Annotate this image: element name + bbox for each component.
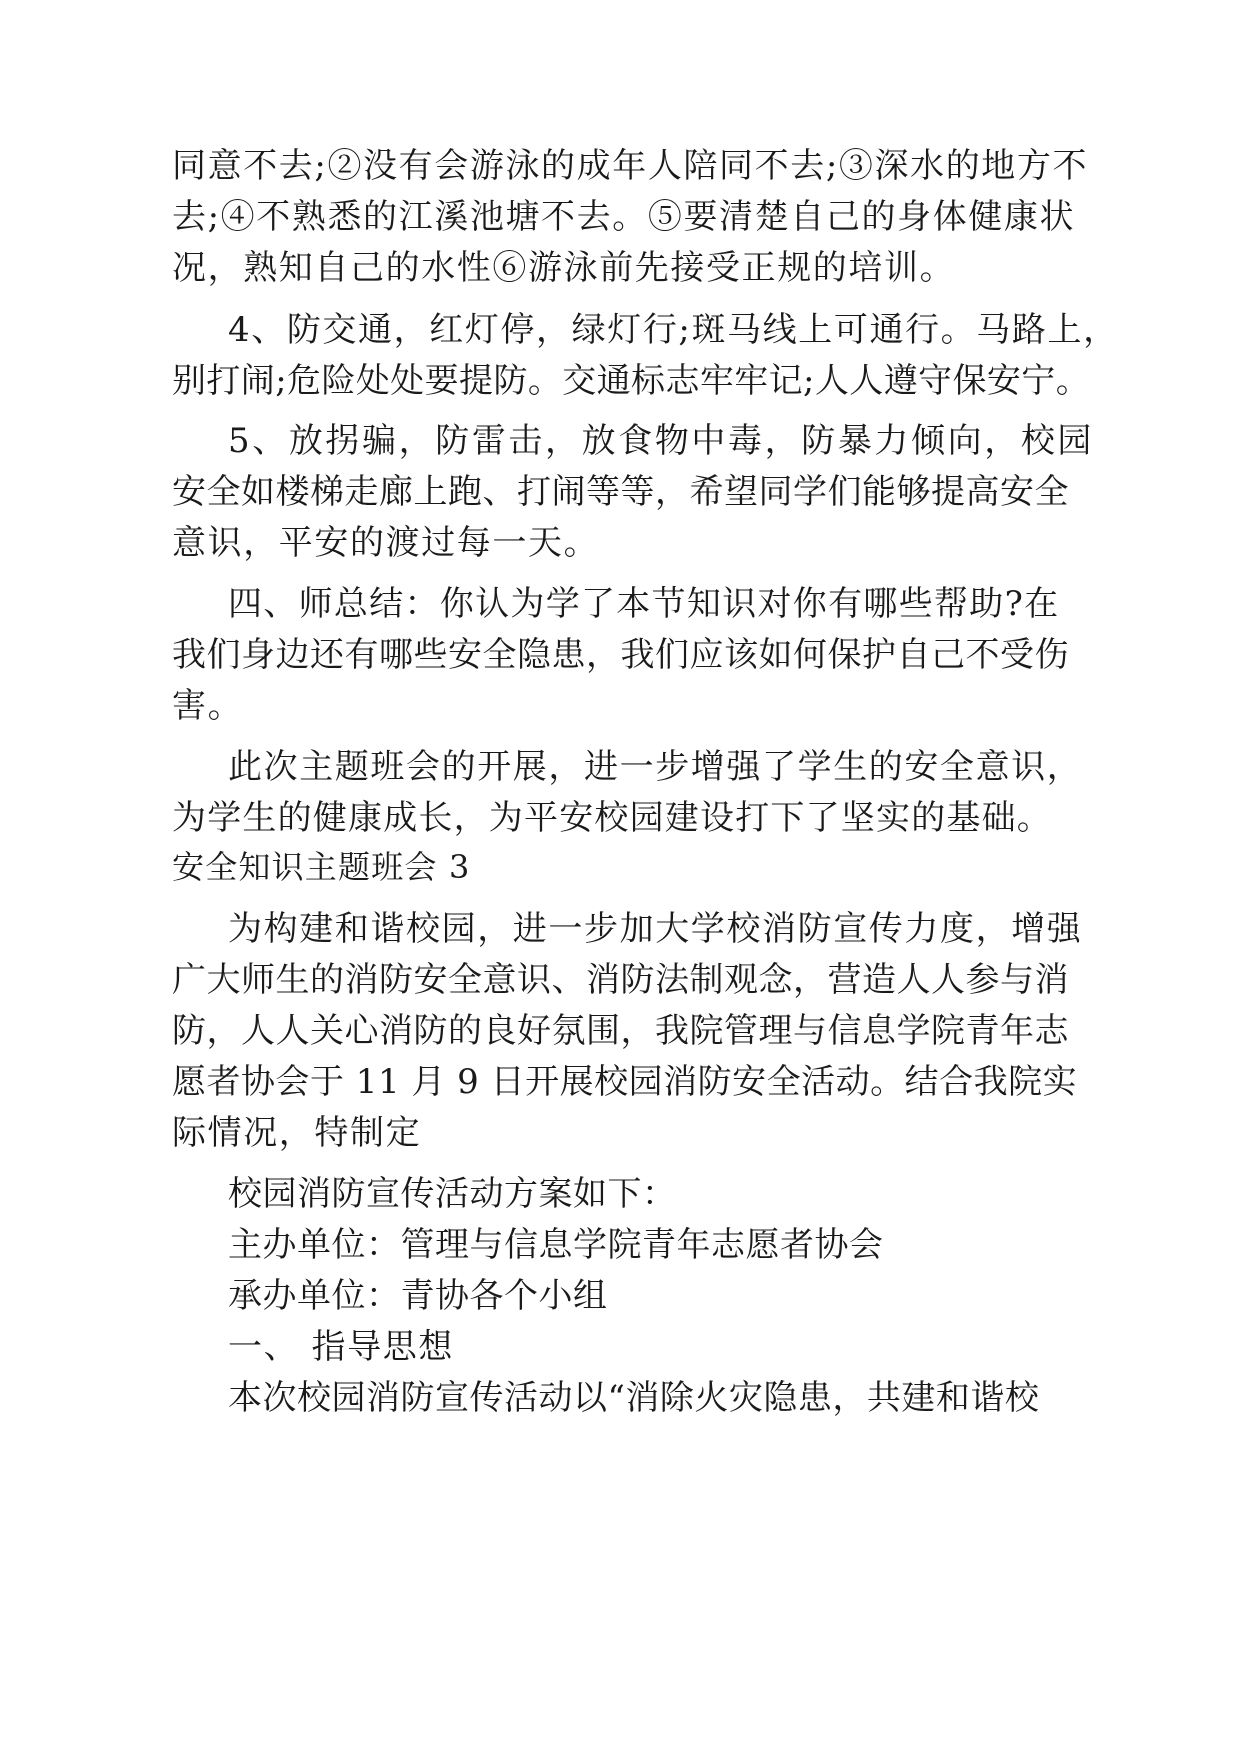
text-line: 校园消防宣传活动方案如下： <box>228 1174 677 1214</box>
text-line: 意识，平安的渡过每一天。 <box>172 523 600 563</box>
text-line: 主办单位：管理与信息学院青年志愿者协会 <box>228 1225 884 1265</box>
text-line: 我们身边还有哪些安全隐患，我们应该如何保护自己不受伤 <box>172 635 1069 675</box>
text-line: 愿者协会于 11 月 9 日开展校园消防安全活动。结合我院实 <box>172 1062 1078 1102</box>
text-line: 为学生的健康成长，为平安校园建设打下了坚实的基础。 <box>172 798 1052 838</box>
text-line: 4、防交通，红灯停，绿灯行;斑马线上可通行。马路上， <box>228 310 1119 350</box>
text-line: 四、师总结：你认为学了本节知识对你有哪些帮助?在 <box>228 584 1060 624</box>
text-line: 安全如楼梯走廊上跑、打闹等等，希望同学们能够提高安全 <box>172 472 1069 512</box>
text-line: 况，熟知自己的水性⑥游泳前先接受正规的培训。 <box>172 248 956 288</box>
text-line: 5、放拐骗，防雷击，放食物中毒，防暴力倾向，校园 <box>228 421 1095 461</box>
text-line: 承办单位：青协各个小组 <box>228 1276 608 1316</box>
text-line: 害。 <box>172 686 244 726</box>
text-line: 防，人人关心消防的良好氛围，我院管理与信息学院青年志 <box>172 1011 1069 1051</box>
text-line: 别打闹;危险处处要提防。交通标志牢牢记;人人遵守保安宁。 <box>172 361 1091 401</box>
text-line: 一、 指导思想 <box>228 1327 455 1367</box>
text-line: 为构建和谐校园，进一步加大学校消防宣传力度，增强 <box>228 909 1083 949</box>
text-line: 去;④不熟悉的江溪池塘不去。⑤要清楚自己的身体健康状 <box>172 197 1076 237</box>
text-line: 广大师生的消防安全意识、消防法制观念，营造人人参与消 <box>172 960 1069 1000</box>
text-line: 同意不去;②没有会游泳的成年人陪同不去;③深水的地方不 <box>172 146 1089 186</box>
section-heading: 安全知识主题班会 3 <box>172 848 471 886</box>
text-line: 此次主题班会的开展，进一步增强了学生的安全意识， <box>228 747 1083 787</box>
text-line: 本次校园消防宣传活动以“消除火灾隐患，共建和谐校 <box>228 1378 1040 1418</box>
text-line: 际情况，特制定 <box>172 1113 422 1153</box>
